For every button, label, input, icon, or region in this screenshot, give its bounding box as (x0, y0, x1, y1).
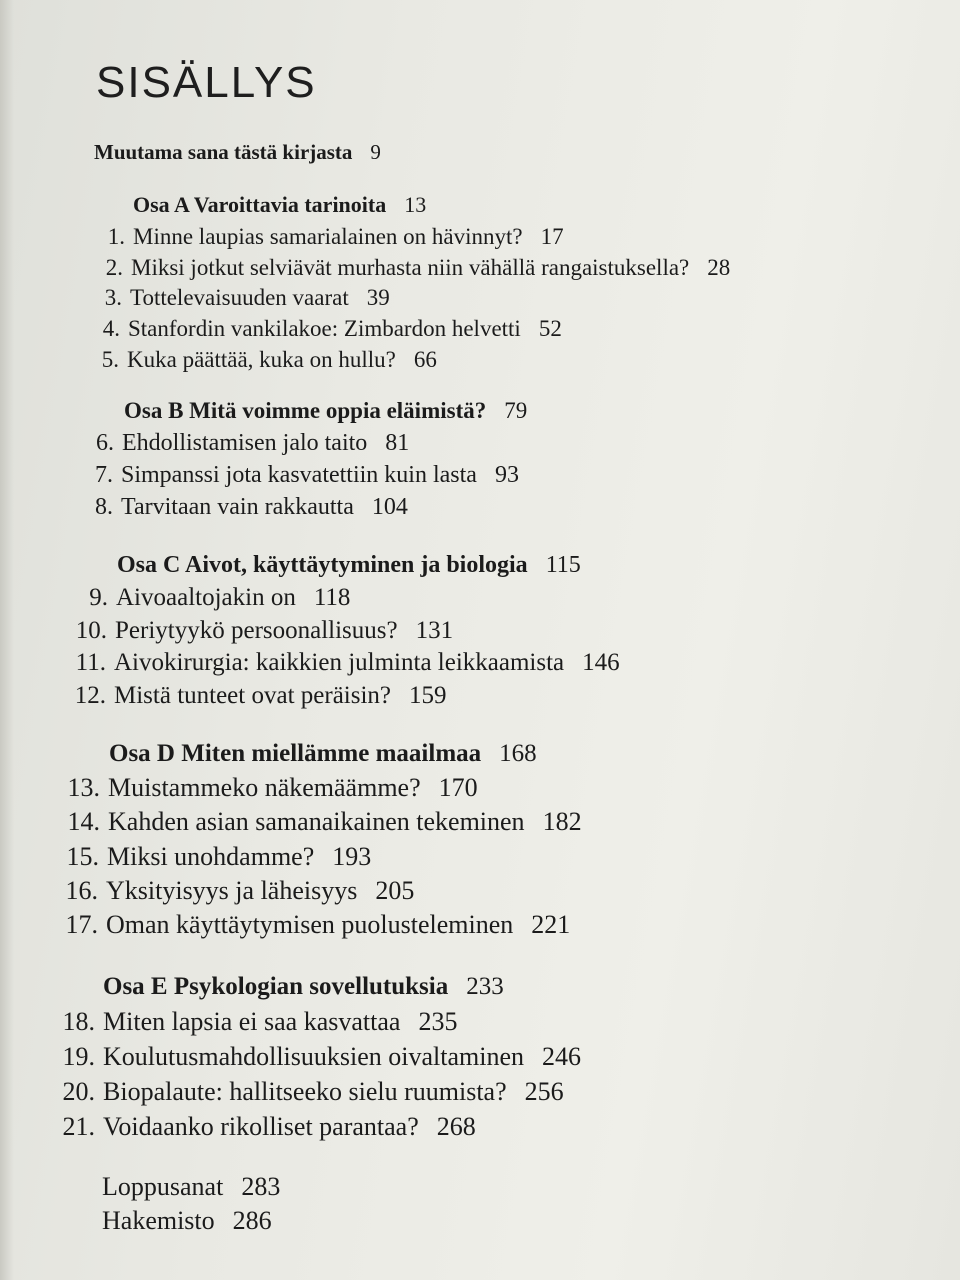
toc-intro-label: Muutama sana tästä kirjasta (94, 140, 353, 164)
toc-chapter-page: 93 (494, 462, 519, 488)
toc-back-page: 283 (241, 1172, 281, 1201)
toc-part-page: 79 (504, 398, 528, 423)
toc-chapter-page: 268 (436, 1112, 476, 1141)
toc-chapter-number: 17. (65, 910, 98, 939)
toc-back-page: 286 (232, 1206, 272, 1235)
toc-chapter-19 (62, 1042, 582, 1072)
toc-chapter-page: 221 (531, 910, 571, 939)
toc-chapter-page: 39 (366, 285, 390, 310)
toc-chapter-label: Kahden asian samanaikainen tekeminen (108, 807, 525, 836)
toc-part-page: 13 (404, 192, 427, 217)
toc-chapter-label: Ehdollistamisen jalo taito (122, 430, 368, 456)
toc-chapter-number: 3. (104, 285, 122, 310)
toc-chapter-label: Minne laupias samarialainen on hävinnyt? (133, 224, 523, 249)
toc-chapter-21 (62, 1112, 476, 1142)
toc-chapter-17 (65, 910, 571, 940)
toc-chapter-number: 9. (89, 584, 108, 611)
toc-chapter-11 (75, 648, 620, 678)
toc-chapter-13 (67, 773, 478, 803)
toc-part-e (103, 972, 504, 1002)
toc-back-label: Hakemisto (102, 1206, 215, 1235)
toc-chapter-number: 7. (95, 462, 113, 488)
page-title: SISÄLLYS (96, 58, 317, 107)
toc-chapter-number: 20. (62, 1077, 95, 1106)
toc-chapter-label: Biopalaute: hallitseeko sielu ruumista? (103, 1077, 507, 1106)
toc-part-label: Osa C Aivot, käyttäytyminen ja biologia (117, 552, 528, 578)
toc-chapter-label: Kuka päättää, kuka on hullu? (127, 347, 396, 372)
toc-chapter-9 (89, 583, 351, 613)
toc-chapter-page: 170 (438, 773, 478, 802)
toc-chapter-3 (104, 283, 390, 313)
toc-back-matter-afterword (102, 1172, 280, 1202)
toc-part-page: 233 (466, 973, 504, 1000)
toc-chapter-10 (75, 616, 454, 646)
toc-chapter-page: 66 (413, 347, 437, 372)
toc-chapter-page: 146 (582, 649, 620, 676)
toc-intro (94, 140, 381, 165)
toc-chapter-number: 13. (67, 773, 100, 802)
toc-part-label: Osa A Varoittavia tarinoita (133, 192, 387, 217)
toc-chapter-page: 131 (415, 617, 454, 644)
toc-chapter-page: 81 (385, 430, 410, 456)
toc-chapter-page: 159 (409, 682, 447, 709)
toc-part-label: Osa E Psykologian sovellutuksia (103, 973, 449, 1000)
toc-chapter-page: 256 (524, 1077, 564, 1106)
toc-part-label: Osa D Miten miellämme maailmaa (109, 740, 482, 767)
toc-chapter-label: Muistammeko näkemäämme? (108, 773, 421, 802)
toc-chapter-page: 235 (418, 1007, 458, 1036)
toc-chapter-number: 21. (62, 1112, 95, 1141)
toc-chapter-page: 246 (542, 1042, 582, 1071)
toc-chapter-14 (67, 807, 582, 837)
toc-part-b (124, 396, 527, 426)
toc-chapter-2 (105, 253, 731, 283)
toc-chapter-6 (96, 428, 410, 458)
page-edge-shadow (0, 0, 14, 1280)
toc-chapter-number: 15. (66, 842, 99, 871)
toc-chapter-label: Tottelevaisuuden vaarat (130, 285, 349, 310)
toc-chapter-label: Miksi jotkut selviävät murhasta niin vähällä rangaistuksella? (131, 255, 690, 280)
toc-part-d (109, 739, 537, 769)
toc-part-page: 115 (545, 552, 581, 578)
toc-back-label: Loppusanat (102, 1172, 224, 1201)
toc-chapter-label: Aivoaaltojakin on (116, 584, 296, 611)
toc-chapter-number: 19. (62, 1042, 95, 1071)
toc-chapter-number: 2. (105, 255, 123, 280)
toc-chapter-page: 104 (371, 494, 408, 520)
toc-chapter-18 (62, 1007, 458, 1037)
toc-chapter-number: 11. (75, 649, 106, 676)
toc-chapter-page: 193 (332, 842, 372, 871)
toc-chapter-number: 16. (65, 876, 98, 905)
toc-chapter-16 (65, 876, 415, 906)
toc-chapter-label: Yksityisyys ja läheisyys (106, 876, 358, 905)
toc-chapter-number: 12. (74, 682, 106, 709)
toc-chapter-number: 5. (101, 347, 119, 372)
toc-chapter-12 (74, 681, 447, 711)
toc-chapter-label: Miten lapsia ei saa kasvattaa (103, 1007, 401, 1036)
toc-chapter-page: 17 (540, 224, 564, 249)
toc-chapter-20 (62, 1077, 564, 1107)
toc-back-matter-index (102, 1206, 272, 1236)
toc-intro-page: 9 (370, 140, 381, 164)
toc-chapter-label: Voidaanko rikolliset parantaa? (103, 1112, 419, 1141)
toc-chapter-number: 10. (75, 617, 107, 644)
toc-chapter-4 (102, 314, 562, 344)
toc-chapter-label: Mistä tunteet ovat peräisin? (114, 682, 392, 709)
toc-chapter-number: 14. (67, 807, 100, 836)
toc-chapter-label: Miksi unohdamme? (107, 842, 315, 871)
toc-chapter-7 (95, 460, 519, 490)
toc-chapter-page: 52 (538, 316, 562, 341)
toc-chapter-label: Stanfordin vankilakoe: Zimbardon helvetti (128, 316, 521, 341)
toc-part-label: Osa B Mitä voimme oppia eläimistä? (124, 398, 487, 423)
toc-chapter-label: Tarvitaan vain rakkautta (121, 494, 354, 520)
toc-chapter-label: Oman käyttäytymisen puolusteleminen (106, 910, 514, 939)
toc-chapter-page: 118 (313, 584, 351, 611)
toc-chapter-number: 8. (95, 494, 113, 520)
toc-chapter-number: 4. (102, 316, 120, 341)
toc-chapter-number: 18. (62, 1007, 95, 1036)
toc-chapter-page: 182 (542, 807, 582, 836)
toc-chapter-number: 6. (96, 430, 114, 456)
toc-chapter-page: 28 (707, 255, 731, 280)
toc-chapter-label: Periytyykö persoonallisuus? (115, 617, 398, 644)
toc-chapter-8 (95, 492, 408, 522)
toc-chapter-number: 1. (107, 224, 125, 249)
toc-chapter-label: Aivokirurgia: kaikkien julminta leikkaamista (114, 649, 565, 676)
toc-chapter-1 (107, 222, 564, 252)
toc-part-c (117, 550, 581, 580)
toc-chapter-5 (101, 345, 437, 375)
toc-part-a (133, 190, 426, 220)
toc-chapter-label: Koulutusmahdollisuuksien oivaltaminen (103, 1042, 525, 1071)
toc-chapter-15 (66, 842, 372, 872)
toc-part-page: 168 (499, 740, 537, 767)
toc-chapter-page: 205 (375, 876, 415, 905)
toc-chapter-label: Simpanssi jota kasvatettiin kuin lasta (121, 462, 477, 488)
